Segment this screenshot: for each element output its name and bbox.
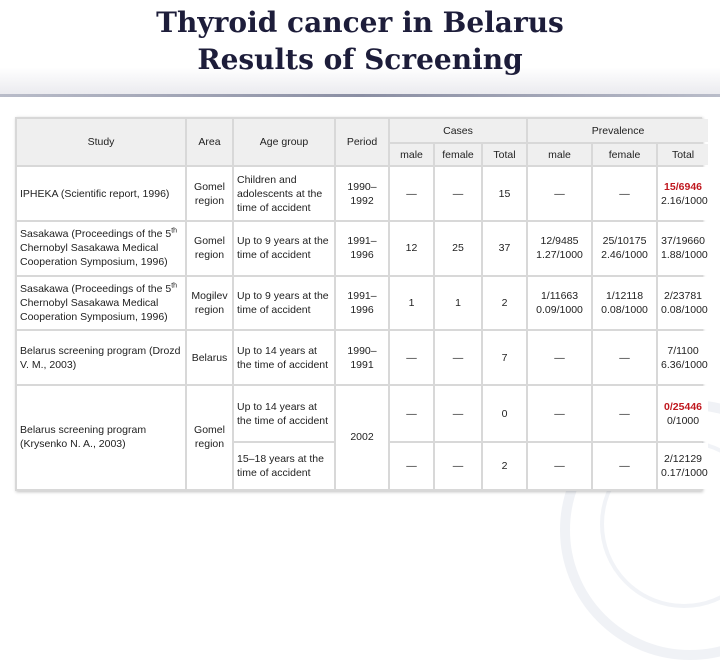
cell-cases-male: — (390, 331, 433, 384)
prev-total-fraction: 7/1100 (667, 344, 699, 357)
cell-prev-male: — (528, 331, 591, 384)
cell-area: Gomel region (187, 167, 232, 220)
cell-prev-total (658, 386, 708, 442)
cell-age-group: Up to 9 years at the time of accident (234, 222, 334, 275)
cell-prev-female: — (593, 331, 656, 384)
cell-study: Belarus screening program (Drozd V. M., 2003) (17, 331, 185, 384)
cell-cases-male: 12 (390, 222, 433, 275)
prev-total-rate: 2.16/1000 (661, 194, 708, 207)
header-cases-total: Total (483, 144, 526, 165)
cell-period: 1991–1996 (336, 222, 388, 275)
title-line-1: Thyroid cancer in Belarus (156, 6, 564, 39)
cell-period: 2002 (336, 386, 388, 489)
cell-cases-female: — (435, 386, 481, 442)
title-line-2: Results of Screening (197, 43, 523, 76)
prev-female-rate: 2.46/1000 (601, 249, 648, 262)
prev-total-fraction: 2/12129 (664, 453, 703, 466)
cell-cases-female: 1 (435, 277, 481, 330)
prev-female-fraction: 25/10175 (602, 235, 647, 248)
cell-age-group: Children and adolescents at the time of accident (234, 167, 334, 220)
study-superscript: th (171, 282, 178, 290)
cell-cases-male: — (390, 167, 433, 220)
cell-study: IPHEKA (Scientific report, 1996) (17, 167, 185, 220)
cell-cases-female: 25 (435, 222, 481, 275)
cell-cases-male: — (390, 443, 433, 489)
prev-total-rate: 0.17/1000 (661, 467, 708, 480)
cell-age-group: Up to 9 years at the time of accident (234, 277, 334, 330)
header-prevalence: Prevalence (528, 119, 708, 142)
header-period: Period (336, 119, 388, 165)
study-text-a: Sasakawa (Proceedings of the 5 (20, 228, 172, 241)
cell-prev-total (658, 443, 708, 489)
prev-male-fraction: 12/9485 (540, 235, 579, 248)
table-row (17, 167, 708, 220)
prev-total-rate: 6.36/1000 (661, 358, 708, 371)
cell-cases-female: — (435, 443, 481, 489)
prev-total-rate: 0/1000 (666, 414, 700, 427)
study-text-b: Chernobyl Sasakawa Medical Cooperation Symposium, 1996) (20, 242, 168, 269)
prev-total-rate: 1.88/1000 (661, 249, 708, 262)
header-prev-total: Total (658, 144, 708, 165)
cell-area: Gomel region (187, 386, 232, 489)
cell-prev-male (528, 277, 591, 330)
cell-prev-female: — (593, 167, 656, 220)
header-prev-female: female (593, 144, 656, 165)
prev-total-fraction: 0/25446 (664, 400, 703, 413)
cell-cases-total: 7 (483, 331, 526, 384)
header-cases-female: female (435, 144, 481, 165)
cell-cases-total: 37 (483, 222, 526, 275)
cell-cases-male: 1 (390, 277, 433, 330)
cell-area: Gomel region (187, 222, 232, 275)
cell-study: Belarus screening program (Krysenko N. A., 2003) (17, 386, 185, 489)
header-prev-male: male (528, 144, 591, 165)
cell-cases-total: 15 (483, 167, 526, 220)
header-cases-male: male (390, 144, 433, 165)
cell-period: 1990–1991 (336, 331, 388, 384)
cell-prev-female (593, 277, 656, 330)
study-text-a: Sasakawa (Proceedings of the 5 (20, 282, 172, 295)
cell-prev-male: — (528, 443, 591, 489)
cell-cases-female: — (435, 167, 481, 220)
prev-total-rate: 0.08/1000 (661, 303, 708, 316)
cell-area: Mogilev region (187, 277, 232, 330)
cell-study (17, 222, 185, 275)
cell-cases-female: — (435, 331, 481, 384)
cell-prev-total (658, 167, 708, 220)
cell-prev-female: — (593, 443, 656, 489)
study-text-b: Chernobyl Sasakawa Medical Cooperation Symposium, 1996) (20, 296, 168, 323)
table-row (17, 277, 708, 330)
cell-cases-male: — (390, 386, 433, 442)
cell-prev-male: — (528, 167, 591, 220)
screening-results-table (15, 117, 710, 491)
cell-age-group: Up to 14 years at the time of accident (234, 386, 334, 442)
cell-prev-male: — (528, 386, 591, 442)
prev-total-fraction: 37/19660 (661, 235, 705, 248)
study-superscript: th (171, 227, 178, 235)
table-row (17, 331, 708, 384)
cell-prev-male (528, 222, 591, 275)
slide-title (0, 4, 720, 78)
cell-area: Belarus (187, 331, 232, 384)
cell-period: 1991–1996 (336, 277, 388, 330)
cell-study (17, 277, 185, 330)
cell-period: 1990–1992 (336, 167, 388, 220)
prev-male-rate: 1.27/1000 (536, 249, 583, 262)
cell-prev-female: — (593, 386, 656, 442)
prev-total-fraction: 2/23781 (664, 289, 703, 302)
cell-prev-total (658, 277, 708, 330)
cell-cases-total: 2 (483, 277, 526, 330)
title-divider (0, 94, 720, 97)
header-area: Area (187, 119, 232, 165)
header-row-1 (17, 119, 708, 142)
header-cases: Cases (390, 119, 526, 142)
cell-prev-total (658, 331, 708, 384)
prev-female-fraction: 1/12118 (605, 289, 644, 302)
table-row (17, 222, 708, 275)
cell-cases-total: 0 (483, 386, 526, 442)
cell-cases-total: 2 (483, 443, 526, 489)
prev-female-rate: 0.08/1000 (601, 303, 648, 316)
cell-age-group: 15–18 years at the time of accident (234, 443, 334, 489)
prev-total-fraction: 15/6946 (664, 180, 703, 193)
title-banner (0, 0, 720, 96)
header-study: Study (17, 119, 185, 165)
cell-prev-female (593, 222, 656, 275)
cell-prev-total (658, 222, 708, 275)
screening-table-frame (15, 117, 708, 491)
cell-age-group: Up to 14 years at the time of accident (234, 331, 334, 384)
prev-male-fraction: 1/11663 (540, 289, 579, 302)
prev-male-rate: 0.09/1000 (536, 303, 583, 316)
table-row (17, 386, 708, 442)
header-age-group: Age group (234, 119, 334, 165)
